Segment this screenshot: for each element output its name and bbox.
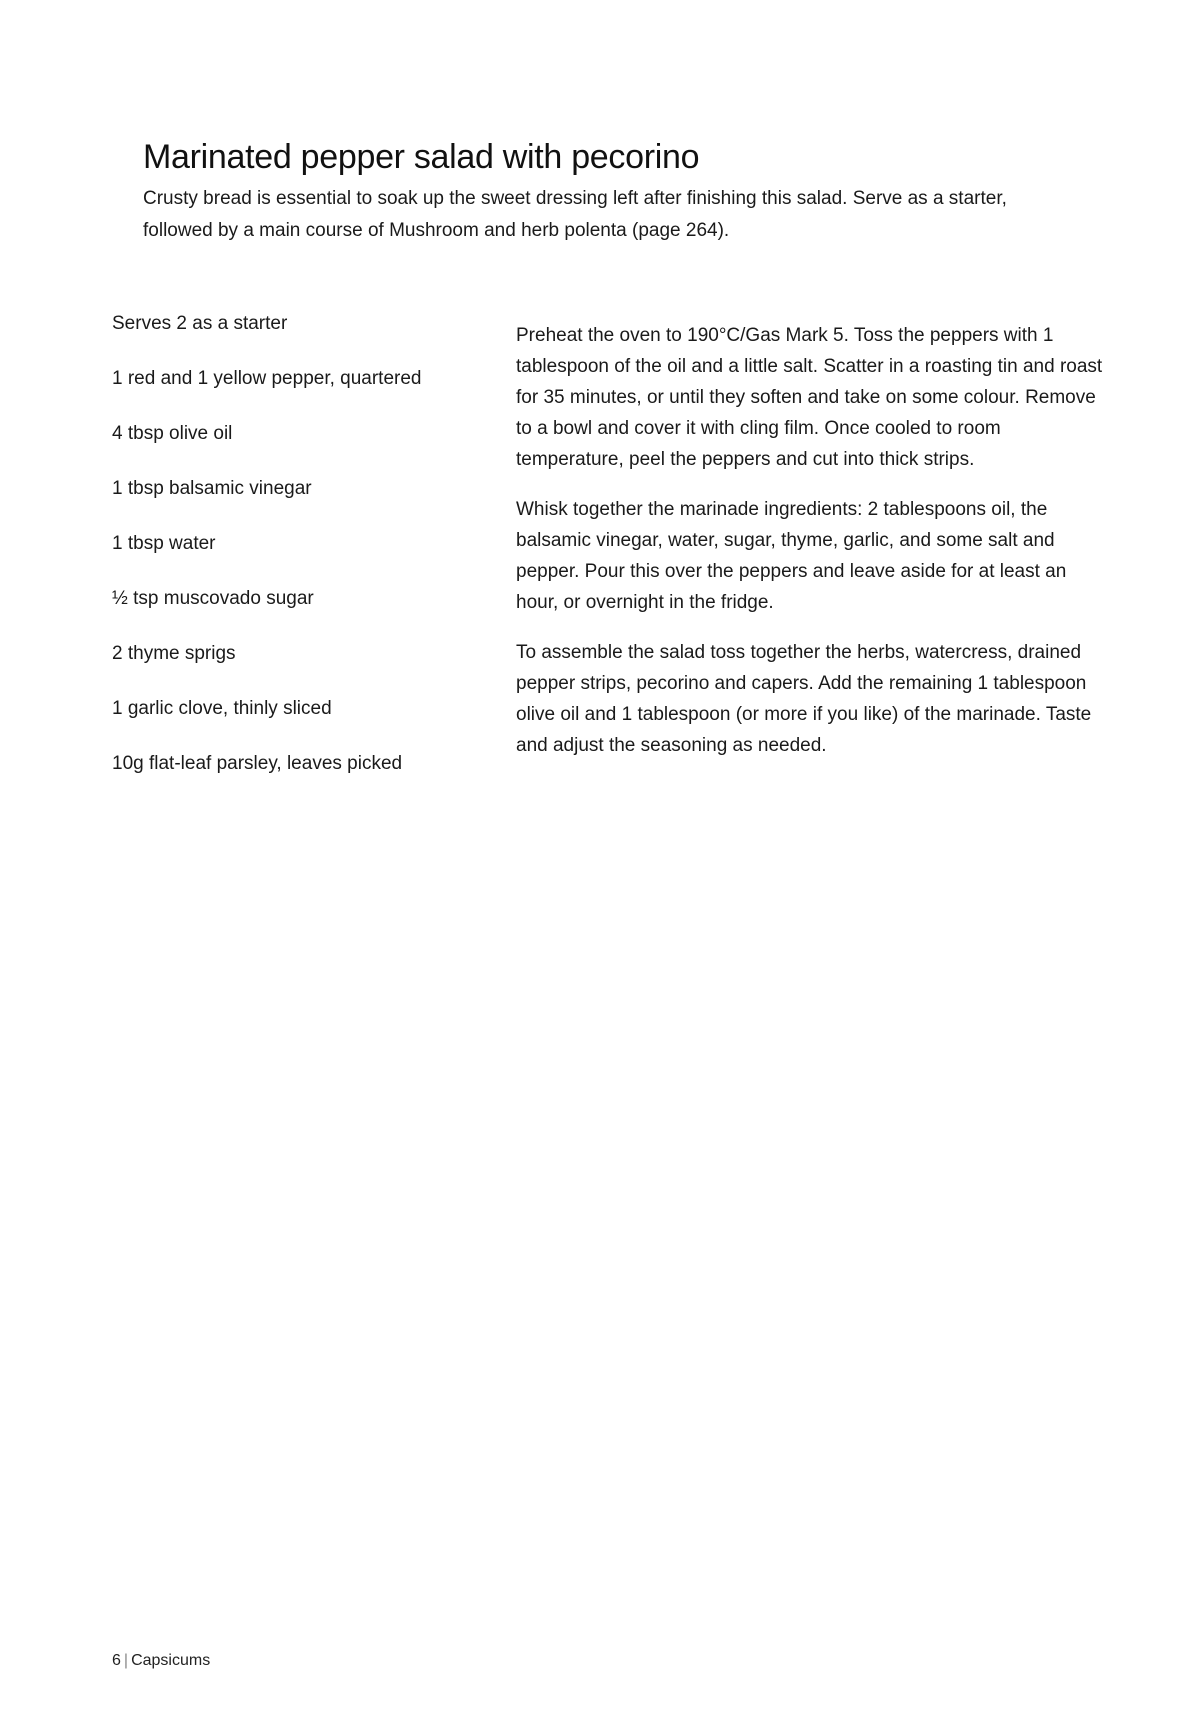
ingredient-item: 1 red and 1 yellow pepper, quartered (112, 368, 422, 389)
ingredient-item: 10g flat-leaf parsley, leaves picked (112, 753, 403, 774)
method-step: To assemble the salad toss together the herbs, watercress, drained pepper strips, pecorino and capers. Add the remaining 1 tablespoon olive oil and 1 tablespoon (or more if you like) of the marinade. Taste and adjust the seasoning as needed. (516, 642, 1092, 756)
ingredient-item: 1 tbsp water (112, 533, 216, 554)
ingredient-item: 2 thyme sprigs (112, 643, 236, 664)
serves-line: Serves 2 as a starter (112, 313, 288, 334)
page-number: 6 (112, 1652, 121, 1669)
recipe-intro: Crusty bread is essential to soak up the sweet dressing left after finishing this salad. Serve as a starter, followed by a main course of Mushroom and herb polenta (page 264). (143, 188, 1007, 241)
method-section (516, 320, 1106, 780)
page-footer (112, 1652, 210, 1670)
method-step: Preheat the oven to 190°C/Gas Mark 5. Toss the peppers with 1 tablespoon of the oil and a little salt. Scatter in a roasting tin and roast for 35 minutes, or until they soften and take on some colour. Remove to a bowl and cover it with cling film. Once cooled to room temperature, peel the peppers and cut into thick strips. (516, 325, 1103, 470)
section-name: Capsicums (131, 1652, 211, 1669)
ingredients-list (112, 310, 512, 805)
ingredient-item: 1 garlic clove, thinly sliced (112, 698, 332, 719)
footer-separator: | (123, 1652, 129, 1669)
ingredient-item: 1 tbsp balsamic vinegar (112, 478, 312, 499)
page-title: Marinated pepper salad with pecorino (143, 138, 700, 176)
method-step: Whisk together the marinade ingredients: 2 tablespoons oil, the balsamic vinegar, water, sugar, thyme, garlic, and some salt and pepper. Pour this over the peppers and leave aside for at least an hour, or overnight in the fridge. (516, 499, 1067, 613)
ingredient-item: 4 tbsp olive oil (112, 423, 233, 444)
ingredient-item: ½ tsp muscovado sugar (112, 588, 314, 609)
